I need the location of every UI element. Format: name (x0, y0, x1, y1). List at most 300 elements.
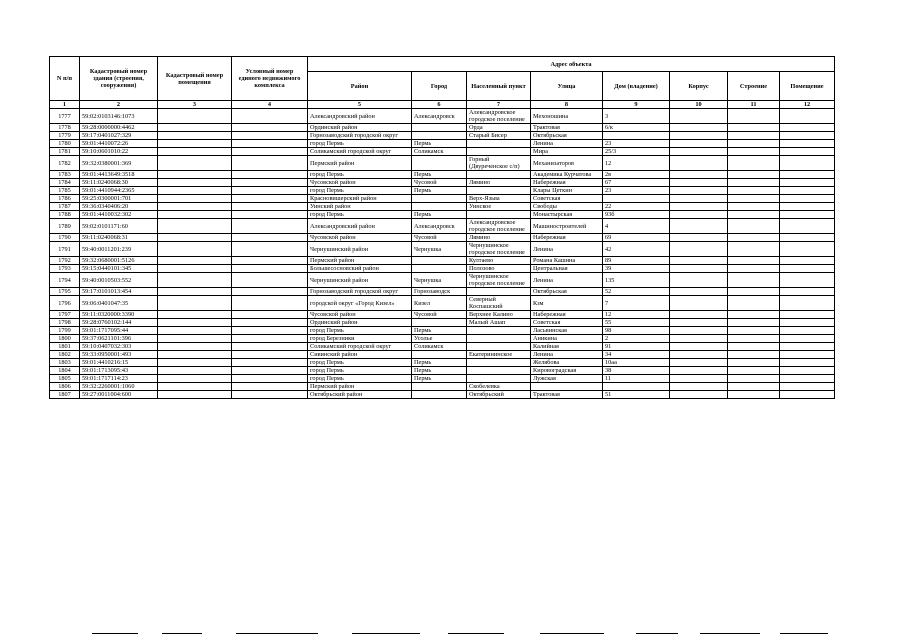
pomeshchenie-cell (780, 351, 835, 359)
city-cell: Соликамск (412, 343, 467, 351)
korpus-cell (670, 351, 728, 359)
korpus-cell (670, 219, 728, 234)
room-cad-number (158, 351, 232, 359)
settlement-cell: Северный Коспашский (467, 296, 531, 311)
conditional-number (232, 132, 308, 140)
pomeshchenie-cell (780, 265, 835, 273)
settlement-cell: Уинское (467, 203, 531, 211)
house-cell: 2в (603, 171, 670, 179)
pomeshchenie-cell (780, 367, 835, 375)
conditional-number (232, 195, 308, 203)
conditional-number (232, 343, 308, 351)
house-cell: 91 (603, 343, 670, 351)
city-cell (412, 156, 467, 171)
col-stroenie-header: Строение (728, 72, 780, 101)
street-cell: Лужская (531, 375, 603, 383)
row-number: 1786 (50, 195, 80, 203)
city-cell: Кизел (412, 296, 467, 311)
col-conditional-header: Условный номер единого недвижимого комплекса (232, 57, 308, 101)
building-cad-number: 59:25:0300001:701 (80, 195, 158, 203)
korpus-cell (670, 140, 728, 148)
col-district-header: Район (308, 72, 412, 101)
settlement-cell (467, 187, 531, 195)
street-cell: Трактовая (531, 124, 603, 132)
street-cell: Ленина (531, 242, 603, 257)
row-number: 1795 (50, 288, 80, 296)
room-cad-number (158, 273, 232, 288)
table-row (50, 140, 835, 148)
table-body (50, 109, 835, 399)
house-cell (603, 383, 670, 391)
settlement-cell (467, 327, 531, 335)
street-cell: Советская (531, 195, 603, 203)
conditional-number (232, 335, 308, 343)
pomeshchenie-cell (780, 171, 835, 179)
stroenie-cell (728, 140, 780, 148)
district-cell: Чернушинский район (308, 242, 412, 257)
pomeshchenie-cell (780, 211, 835, 219)
row-number: 1802 (50, 351, 80, 359)
row-number: 1779 (50, 132, 80, 140)
table-row (50, 257, 835, 265)
district-cell: город Пермь (308, 327, 412, 335)
building-cad-number: 59:28:0760102:144 (80, 319, 158, 327)
row-number: 1784 (50, 179, 80, 187)
room-cad-number (158, 156, 232, 171)
district-cell: городской округ «Город Кизел» (308, 296, 412, 311)
conditional-number (232, 203, 308, 211)
col-number: 4 (232, 101, 308, 109)
room-cad-number (158, 367, 232, 375)
room-cad-number (158, 288, 232, 296)
building-cad-number: 59:33:0950001:493 (80, 351, 158, 359)
stroenie-cell (728, 343, 780, 351)
col-settlement-header: Населенный пункт (467, 72, 531, 101)
pomeshchenie-cell (780, 195, 835, 203)
city-cell: Пермь (412, 367, 467, 375)
district-cell: Пермский район (308, 383, 412, 391)
scan-artifact (352, 633, 420, 634)
district-cell: город Пермь (308, 359, 412, 367)
district-cell: Пермский район (308, 156, 412, 171)
room-cad-number (158, 179, 232, 187)
house-cell: 55 (603, 319, 670, 327)
conditional-number (232, 273, 308, 288)
street-cell: Кировоградская (531, 367, 603, 375)
district-cell: Горнозаводский городской округ (308, 288, 412, 296)
city-cell: Горнозаводск (412, 288, 467, 296)
pomeshchenie-cell (780, 179, 835, 187)
city-cell: Пермь (412, 327, 467, 335)
city-cell (412, 124, 467, 132)
city-cell (412, 383, 467, 391)
house-cell: 6/к (603, 124, 670, 132)
korpus-cell (670, 375, 728, 383)
settlement-cell (467, 288, 531, 296)
settlement-cell: Орда (467, 124, 531, 132)
pomeshchenie-cell (780, 288, 835, 296)
stroenie-cell (728, 242, 780, 257)
district-cell: Соликамский городской округ (308, 343, 412, 351)
settlement-cell: Октябрьский (467, 391, 531, 399)
scan-artifact (92, 633, 138, 634)
city-cell (412, 391, 467, 399)
city-cell: Чусовой (412, 311, 467, 319)
room-cad-number (158, 257, 232, 265)
house-cell: 12 (603, 156, 670, 171)
street-cell: Аникина (531, 335, 603, 343)
table-row (50, 319, 835, 327)
conditional-number (232, 375, 308, 383)
pomeshchenie-cell (780, 140, 835, 148)
stroenie-cell (728, 187, 780, 195)
table-row (50, 375, 835, 383)
house-cell: 11 (603, 375, 670, 383)
conditional-number (232, 156, 308, 171)
district-cell: Ординский район (308, 319, 412, 327)
city-cell (412, 132, 467, 140)
row-number: 1782 (50, 156, 80, 171)
district-cell: Чусовской район (308, 311, 412, 319)
district-cell: Чусовской район (308, 234, 412, 242)
building-cad-number: 59:01:4410944:2365 (80, 187, 158, 195)
district-cell: Пермский район (308, 257, 412, 265)
table-row (50, 242, 835, 257)
stroenie-cell (728, 319, 780, 327)
col-number: 5 (308, 101, 412, 109)
col-street-header: Улица (531, 72, 603, 101)
building-cad-number: 59:40:0011201:239 (80, 242, 158, 257)
pomeshchenie-cell (780, 132, 835, 140)
conditional-number (232, 359, 308, 367)
settlement-cell: Верхнее Калино (467, 311, 531, 319)
stroenie-cell (728, 156, 780, 171)
stroenie-cell (728, 296, 780, 311)
building-cad-number: 59:02:0103146:1073 (80, 109, 158, 124)
conditional-number (232, 124, 308, 132)
city-cell: Александровск (412, 219, 467, 234)
settlement-cell: Култаево (467, 257, 531, 265)
col-number: 9 (603, 101, 670, 109)
scan-artifact (162, 633, 202, 634)
house-cell (603, 132, 670, 140)
settlement-cell (467, 335, 531, 343)
building-cad-number: 59:01:4410072:26 (80, 140, 158, 148)
settlement-cell: Александровское городское поселение (467, 219, 531, 234)
stroenie-cell (728, 265, 780, 273)
district-cell: Ординский район (308, 124, 412, 132)
street-cell: Кзм (531, 296, 603, 311)
table-row (50, 265, 835, 273)
city-cell (412, 319, 467, 327)
row-number: 1801 (50, 343, 80, 351)
room-cad-number (158, 140, 232, 148)
korpus-cell (670, 242, 728, 257)
city-cell (412, 351, 467, 359)
pomeshchenie-cell (780, 187, 835, 195)
korpus-cell (670, 124, 728, 132)
city-cell: Пермь (412, 375, 467, 383)
pomeshchenie-cell (780, 296, 835, 311)
col-number: 6 (412, 101, 467, 109)
settlement-cell (467, 359, 531, 367)
korpus-cell (670, 288, 728, 296)
settlement-cell: Малый Ашап (467, 319, 531, 327)
room-cad-number (158, 234, 232, 242)
house-cell: 3 (603, 109, 670, 124)
pomeshchenie-cell (780, 156, 835, 171)
street-cell: Механизаторов (531, 156, 603, 171)
house-cell: 12 (603, 311, 670, 319)
col-number: 10 (670, 101, 728, 109)
table-row (50, 359, 835, 367)
conditional-number (232, 148, 308, 156)
row-number: 1794 (50, 273, 80, 288)
row-number: 1780 (50, 140, 80, 148)
settlement-cell: Полозово (467, 265, 531, 273)
table-row (50, 148, 835, 156)
city-cell (412, 265, 467, 273)
row-number: 1778 (50, 124, 80, 132)
district-cell: Соликамский городской округ (308, 148, 412, 156)
table-row (50, 171, 835, 179)
district-cell: Уинский район (308, 203, 412, 211)
korpus-cell (670, 327, 728, 335)
district-cell: Александровский район (308, 109, 412, 124)
stroenie-cell (728, 359, 780, 367)
korpus-cell (670, 391, 728, 399)
room-cad-number (158, 203, 232, 211)
stroenie-cell (728, 383, 780, 391)
conditional-number (232, 383, 308, 391)
conditional-number (232, 288, 308, 296)
stroenie-cell (728, 335, 780, 343)
table-row (50, 367, 835, 375)
building-cad-number: 59:11:0240068:31 (80, 234, 158, 242)
pomeshchenie-cell (780, 242, 835, 257)
street-cell: Академика Курчатова (531, 171, 603, 179)
district-cell: Александровский район (308, 219, 412, 234)
col-number: 12 (780, 101, 835, 109)
col-number: 7 (467, 101, 531, 109)
row-number: 1788 (50, 211, 80, 219)
city-cell: Чусовой (412, 234, 467, 242)
row-number: 1777 (50, 109, 80, 124)
street-cell (531, 383, 603, 391)
house-cell: 22 (603, 203, 670, 211)
district-cell: Сивинский район (308, 351, 412, 359)
district-cell: город Пермь (308, 367, 412, 375)
street-cell: Машиностроителей (531, 219, 603, 234)
house-cell: 2 (603, 335, 670, 343)
korpus-cell (670, 234, 728, 242)
street-cell: Романа Кашина (531, 257, 603, 265)
room-cad-number (158, 327, 232, 335)
pomeshchenie-cell (780, 109, 835, 124)
district-cell: город Пермь (308, 211, 412, 219)
room-cad-number (158, 211, 232, 219)
house-cell: 52 (603, 288, 670, 296)
house-cell: 25/3 (603, 148, 670, 156)
district-cell: город Пермь (308, 140, 412, 148)
street-cell: Набережная (531, 311, 603, 319)
row-number: 1804 (50, 367, 80, 375)
building-cad-number: 59:17:0401027:329 (80, 132, 158, 140)
building-cad-number: 59:27:0011004:600 (80, 391, 158, 399)
stroenie-cell (728, 171, 780, 179)
pomeshchenie-cell (780, 319, 835, 327)
korpus-cell (670, 265, 728, 273)
conditional-number (232, 311, 308, 319)
col-pomeshchenie-header: Помещение (780, 72, 835, 101)
room-cad-number (158, 195, 232, 203)
building-cad-number: 59:32:2260001:1060 (80, 383, 158, 391)
pomeshchenie-cell (780, 273, 835, 288)
stroenie-cell (728, 375, 780, 383)
col-korpus-header: Корпус (670, 72, 728, 101)
street-cell: Советская (531, 319, 603, 327)
table-row (50, 311, 835, 319)
house-cell: 23 (603, 140, 670, 148)
row-number: 1787 (50, 203, 80, 211)
stroenie-cell (728, 132, 780, 140)
korpus-cell (670, 187, 728, 195)
street-cell: Калийная (531, 343, 603, 351)
korpus-cell (670, 148, 728, 156)
column-number-row (50, 101, 835, 109)
house-cell: 67 (603, 179, 670, 187)
city-cell (412, 203, 467, 211)
korpus-cell (670, 273, 728, 288)
scan-artifact (636, 633, 678, 634)
stroenie-cell (728, 288, 780, 296)
city-cell (412, 195, 467, 203)
korpus-cell (670, 359, 728, 367)
conditional-number (232, 179, 308, 187)
room-cad-number (158, 311, 232, 319)
col-number: 2 (80, 101, 158, 109)
table-row (50, 203, 835, 211)
street-cell: Ленина (531, 273, 603, 288)
pomeshchenie-cell (780, 203, 835, 211)
korpus-cell (670, 296, 728, 311)
stroenie-cell (728, 179, 780, 187)
settlement-cell: Чернушинское городское поселение (467, 242, 531, 257)
district-cell: Чусовской район (308, 179, 412, 187)
conditional-number (232, 296, 308, 311)
house-cell: 7 (603, 296, 670, 311)
building-cad-number: 59:11:0240068:30 (80, 179, 158, 187)
building-cad-number: 59:11:0320000:3390 (80, 311, 158, 319)
pomeshchenie-cell (780, 391, 835, 399)
table-row (50, 288, 835, 296)
house-cell: 69 (603, 234, 670, 242)
header-row-top (50, 57, 835, 72)
street-cell: Желябова (531, 359, 603, 367)
table-row (50, 211, 835, 219)
conditional-number (232, 234, 308, 242)
city-cell: Пермь (412, 171, 467, 179)
district-cell: город Березники (308, 335, 412, 343)
building-cad-number: 59:01:4410032:302 (80, 211, 158, 219)
room-cad-number (158, 319, 232, 327)
row-number: 1796 (50, 296, 80, 311)
house-cell: 135 (603, 273, 670, 288)
table-row (50, 124, 835, 132)
row-number: 1792 (50, 257, 80, 265)
conditional-number (232, 187, 308, 195)
stroenie-cell (728, 351, 780, 359)
table-row (50, 343, 835, 351)
settlement-cell: Лямино (467, 179, 531, 187)
building-cad-number: 59:37:0621101:396 (80, 335, 158, 343)
stroenie-cell (728, 367, 780, 375)
house-cell: 98 (603, 327, 670, 335)
room-cad-number (158, 296, 232, 311)
district-cell: Красновишерский район (308, 195, 412, 203)
room-cad-number (158, 109, 232, 124)
row-number: 1800 (50, 335, 80, 343)
pomeshchenie-cell (780, 383, 835, 391)
korpus-cell (670, 109, 728, 124)
building-cad-number: 59:01:4410216:15 (80, 359, 158, 367)
city-cell: Александровск (412, 109, 467, 124)
district-cell: город Пермь (308, 375, 412, 383)
stroenie-cell (728, 234, 780, 242)
conditional-number (232, 327, 308, 335)
korpus-cell (670, 257, 728, 265)
street-cell: Трактовая (531, 391, 603, 399)
row-number: 1783 (50, 171, 80, 179)
room-cad-number (158, 219, 232, 234)
korpus-cell (670, 311, 728, 319)
building-cad-number: 59:32:0380001:369 (80, 156, 158, 171)
conditional-number (232, 242, 308, 257)
col-building-cad-header: Кадастровый номер здания (строения, сооружения) (80, 57, 158, 101)
pomeshchenie-cell (780, 375, 835, 383)
row-number: 1803 (50, 359, 80, 367)
korpus-cell (670, 367, 728, 375)
city-cell: Пермь (412, 211, 467, 219)
settlement-cell: Чернушинское городское поселение (467, 273, 531, 288)
row-number: 1797 (50, 311, 80, 319)
property-table (49, 56, 835, 399)
house-cell: 39 (603, 265, 670, 273)
korpus-cell (670, 156, 728, 171)
conditional-number (232, 367, 308, 375)
street-cell: Ласьвинская (531, 327, 603, 335)
settlement-cell (467, 171, 531, 179)
district-cell: Горнозаводский городской округ (308, 132, 412, 140)
korpus-cell (670, 195, 728, 203)
table-row (50, 273, 835, 288)
room-cad-number (158, 359, 232, 367)
building-cad-number: 59:17:0101013:454 (80, 288, 158, 296)
city-cell: Пермь (412, 187, 467, 195)
settlement-cell: Александровское городское поселение (467, 109, 531, 124)
street-cell: Монастырская (531, 211, 603, 219)
house-cell: 38 (603, 367, 670, 375)
room-cad-number (158, 187, 232, 195)
korpus-cell (670, 343, 728, 351)
district-cell: Большесосновский район (308, 265, 412, 273)
settlement-cell: Старый Бисер (467, 132, 531, 140)
building-cad-number: 59:02:0101171:60 (80, 219, 158, 234)
pomeshchenie-cell (780, 219, 835, 234)
room-cad-number (158, 343, 232, 351)
row-number: 1807 (50, 391, 80, 399)
scan-artifact (540, 633, 604, 634)
